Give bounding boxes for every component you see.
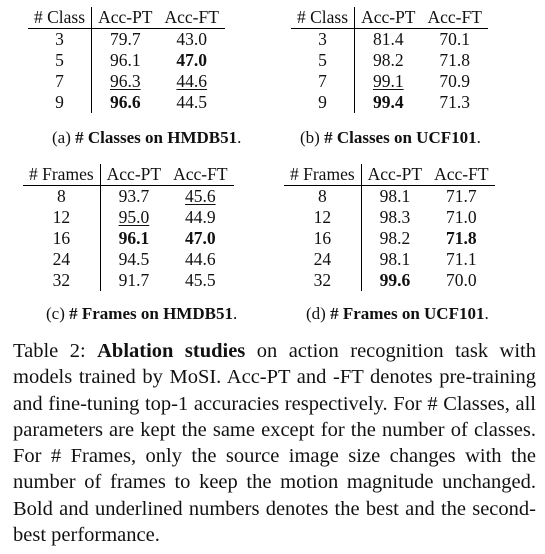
caption-bold: Ablation studies [97,340,246,362]
table-b [291,7,488,113]
table-row [284,186,495,208]
table-row [284,249,495,270]
value-cell [167,228,233,249]
table-c [23,164,234,291]
table-header-row [28,7,225,29]
table-header-row [284,164,495,186]
value-cell [159,29,225,51]
cell-text: 71.8 [439,50,471,70]
cell-text: 47.0 [176,50,208,70]
cell-text: 9 [55,92,64,112]
value-cell [92,50,159,71]
value-cell [355,71,422,92]
param-cell [284,249,361,270]
value-cell [100,270,167,291]
cell-text: 81.4 [372,29,404,49]
subcaption-prefix: (c) [46,304,65,323]
param-cell [291,92,355,113]
cell-text: 12 [313,207,332,227]
table-row [23,249,234,270]
cell-text: 70.0 [446,270,477,290]
value-cell [159,50,225,71]
cell-text: 71.1 [446,249,477,269]
value-cell [428,249,494,270]
cell-text: 70.1 [439,29,471,49]
subcaption-suffix: . [476,128,481,147]
subcaption-prefix: (b) [300,128,320,147]
value-cell [422,50,488,71]
cell-text: 7 [55,71,64,91]
value-cell [100,186,167,208]
subcaption-suffix: . [232,304,238,323]
table-b-block [291,7,488,113]
cell-text: 71.0 [446,207,477,227]
cell-text: 44.6 [185,249,216,269]
value-cell [361,270,428,291]
cell-text: 8 [317,186,327,206]
value-cell [167,186,233,208]
value-cell [422,71,488,92]
cell-text: 5 [55,50,64,70]
param-cell [23,186,100,208]
param-cell [28,29,92,51]
header-cell: # Frames [23,164,100,186]
value-cell [355,92,422,113]
cell-text: 91.7 [118,270,150,290]
param-cell [291,71,355,92]
cell-text: 96.1 [118,228,150,248]
table-a-block [28,7,225,113]
cell-text: 71.8 [446,228,477,248]
cell-text: 9 [318,92,327,112]
header-cell: # Class [291,7,355,29]
header-cell: Acc-PT [361,164,428,186]
table-a [28,7,225,113]
table-d-block [284,164,495,291]
subcaption-title: # Frames on UCF101 [330,304,485,323]
header-cell: # Frames [284,164,361,186]
cell-text: 98.3 [379,207,411,227]
cell-text: 99.1 [372,71,404,91]
header-cell: Acc-FT [159,7,225,29]
table-row [291,29,488,51]
param-cell [28,71,92,92]
table-row [23,186,234,208]
value-cell [92,92,159,113]
table-header-row [291,7,488,29]
cell-text: 24 [52,249,71,269]
cell-text: 96.1 [109,50,141,70]
table-row [284,270,495,291]
value-cell [167,270,233,291]
cell-text: 16 [52,228,71,248]
cell-text: 98.2 [372,50,404,70]
table-caption [13,338,536,548]
table-row [23,270,234,291]
cell-text: 99.4 [372,92,404,112]
table-row [284,228,495,249]
subcaption-suffix: . [484,304,489,323]
value-cell [159,71,225,92]
cell-text: 45.5 [185,270,216,290]
subcaption-title: # Frames on HMDB51 [69,304,233,323]
cell-text: 8 [56,186,66,206]
param-cell [284,270,361,291]
subcaption-a [52,128,241,148]
header-cell: Acc-FT [167,164,233,186]
value-cell [361,186,428,208]
value-cell [100,207,167,228]
cell-text: 7 [318,71,327,91]
table-c-block [23,164,234,291]
value-cell [361,228,428,249]
cell-text: 93.7 [118,186,150,206]
header-cell: Acc-PT [100,164,167,186]
table-row [291,92,488,113]
cell-text: 12 [52,207,71,227]
param-cell [23,270,100,291]
cell-text: 3 [55,29,64,49]
table-row [28,71,225,92]
cell-text: 99.6 [379,270,411,290]
value-cell [355,50,422,71]
value-cell [167,207,233,228]
param-cell [291,50,355,71]
subcaption-prefix: (d) [306,304,326,323]
subcaption-b [300,128,481,148]
param-cell [284,228,361,249]
cell-text: 79.7 [109,29,141,49]
table-row [291,50,488,71]
value-cell [167,249,233,270]
value-cell [428,270,494,291]
cell-text: 98.2 [379,228,411,248]
table-row [28,50,225,71]
subcaption-d [306,304,489,324]
param-cell [28,50,92,71]
caption-label: Table 2: [13,340,86,362]
subcaption-suffix: . [237,128,242,147]
value-cell [159,92,225,113]
header-cell: # Class [28,7,92,29]
cell-text: 95.0 [118,207,150,227]
param-cell [291,29,355,51]
subcaption-prefix: (a) [52,128,71,147]
cell-text: 96.3 [109,71,141,91]
param-cell [28,92,92,113]
header-cell: Acc-FT [428,164,494,186]
value-cell [428,207,494,228]
table-header-row [23,164,234,186]
cell-text: 98.1 [379,186,411,206]
cell-text: 98.1 [379,249,411,269]
cell-text: 71.7 [446,186,477,206]
table-row [28,92,225,113]
value-cell [92,71,159,92]
cell-text: 44.6 [176,71,208,91]
cell-text: 71.3 [439,92,471,112]
cell-text: 44.9 [185,207,216,227]
value-cell [355,29,422,51]
cell-text: 24 [313,249,332,269]
subcaption-title: # Classes on HMDB51 [75,128,238,147]
param-cell [23,249,100,270]
table-row [291,71,488,92]
value-cell [100,249,167,270]
param-cell [23,228,100,249]
value-cell [428,228,494,249]
cell-text: 5 [318,50,327,70]
table-d [284,164,495,291]
value-cell [361,207,428,228]
param-cell [23,207,100,228]
param-cell [284,186,361,208]
value-cell [100,228,167,249]
cell-text: 43.0 [176,29,208,49]
cell-text: 44.5 [176,92,208,112]
cell-text: 96.6 [109,92,141,112]
table-row [23,207,234,228]
value-cell [92,29,159,51]
header-cell: Acc-FT [422,7,488,29]
cell-text: 3 [318,29,327,49]
cell-text: 94.5 [118,249,150,269]
cell-text: 32 [313,270,332,290]
value-cell [361,249,428,270]
table-row [284,207,495,228]
caption-text: on action recognition task with models trained by MoSI. Acc-PT and -FT denotes pre-training and fine-tuning top-1 accuracies respectively. For # Classes, all parameters are kept the same except for the number of classes. For # Frames, only the source image size changes with the number of frames to keep the motion magnitude unchanged. Bold and underlined numbers denotes the best and the second-best performance. [13,340,537,547]
param-cell [284,207,361,228]
subcaption-title: # Classes on UCF101 [324,128,477,147]
cell-text: 70.9 [439,71,471,91]
cell-text: 16 [313,228,332,248]
table-row [23,228,234,249]
cell-text: 47.0 [185,228,216,248]
header-cell: Acc-PT [355,7,422,29]
cell-text: 45.6 [185,186,216,206]
subcaption-c [46,304,237,324]
value-cell [428,186,494,208]
value-cell [422,92,488,113]
header-cell: Acc-PT [92,7,159,29]
table-row [28,29,225,51]
cell-text: 32 [52,270,71,290]
value-cell [422,29,488,51]
